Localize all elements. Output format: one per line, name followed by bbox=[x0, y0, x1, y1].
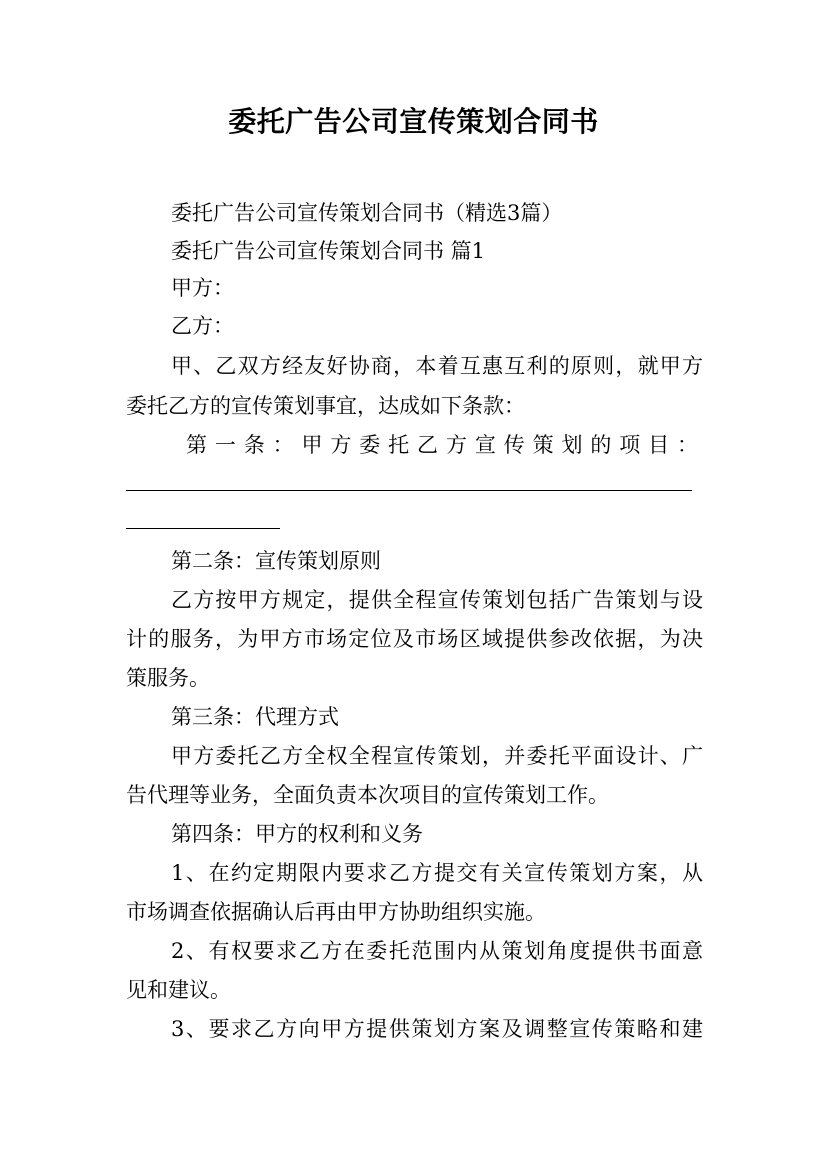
paragraph-intro-line-2: 委托乙方的宣传策划事宜，达成如下条款： bbox=[126, 394, 525, 418]
article-three-heading: 第三条：代理方式 bbox=[171, 705, 339, 729]
party-a-label: 甲方： bbox=[171, 276, 234, 300]
article-two-heading: 第二条：宣传策划原则 bbox=[171, 549, 381, 573]
paragraph-intro-line-1: 甲、乙双方经友好协商，本着互惠互利的原则，就甲方 bbox=[171, 354, 703, 378]
article-four-item-1-line-1: 1、在约定期限内要求乙方提交有关宣传策划方案，从 bbox=[171, 861, 703, 885]
article-four-item-1-line-2: 市场调查依据确认后再由甲方协助组织实施。 bbox=[126, 900, 546, 924]
blank-fill-line-2 bbox=[126, 528, 280, 529]
subtitle-part-one: 委托广告公司宣传策划合同书 篇1 bbox=[171, 239, 486, 263]
article-one-heading: 第一条：甲方委托乙方宣传策划的项目： bbox=[186, 433, 698, 457]
article-four-item-2-line-1: 2、有权要求乙方在委托范围内从策划角度提供书面意 bbox=[171, 939, 703, 963]
article-four-item-3-line-1: 3、要求乙方向甲方提供策划方案及调整宣传策略和建 bbox=[171, 1017, 703, 1041]
article-four-item-2-line-2: 见和建议。 bbox=[126, 978, 231, 1002]
article-two-body-line-3: 策服务。 bbox=[126, 666, 210, 690]
subtitle-collection: 委托广告公司宣传策划合同书（精选3篇） bbox=[171, 201, 563, 225]
article-two-body-line-2: 计的服务，为甲方市场定位及市场区域提供参改依据，为决 bbox=[126, 627, 703, 651]
blank-fill-line-1 bbox=[126, 490, 692, 491]
article-three-body-line-1: 甲方委托乙方全权全程宣传策划，并委托平面设计、广 bbox=[171, 744, 703, 768]
article-four-heading: 第四条：甲方的权利和义务 bbox=[171, 822, 423, 846]
party-b-label: 乙方： bbox=[171, 314, 234, 338]
article-two-body-line-1: 乙方按甲方规定，提供全程宣传策划包括广告策划与设 bbox=[171, 588, 703, 612]
article-three-body-line-2: 告代理等业务，全面负责本次项目的宣传策划工作。 bbox=[126, 783, 609, 807]
document-title: 委托广告公司宣传策划合同书 bbox=[228, 105, 599, 138]
